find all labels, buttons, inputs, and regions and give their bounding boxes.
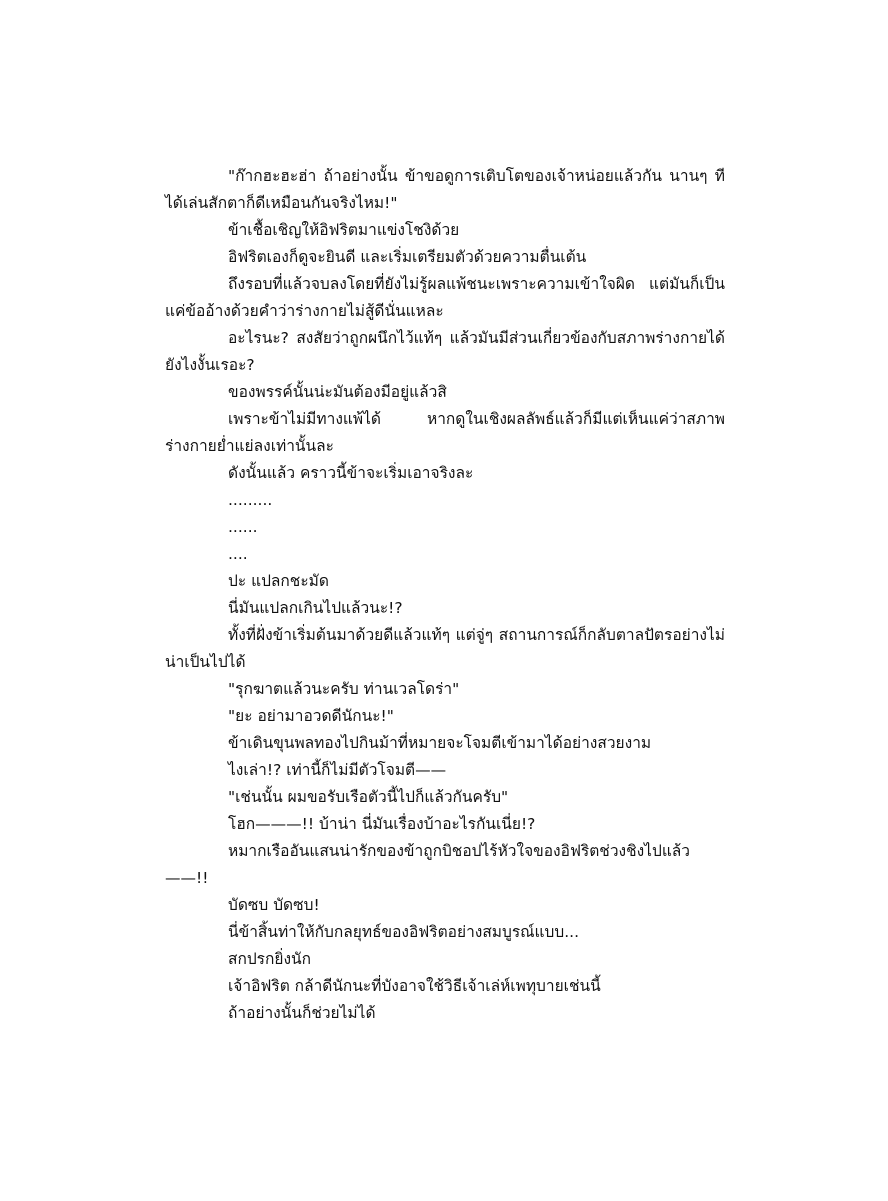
paragraph: นี่มันแปลกเกินไปแล้วนะ!? (228, 599, 403, 617)
paragraph: ข้าเดินขุนพลทองไปกินม้าที่หมายจะโจมตีเข้ามาได้อย่างสวยงาม (228, 734, 652, 752)
paragraph: หมากเรืออันแสนน่ารักของข้าถูกบิชอปไร้หัวใจของอิฟริตช่วงชิงไปแล้ว——!! (165, 842, 691, 887)
paragraph: อิฟริตเองก็ดูจะยินดี และเริ่มเตรียมตัวด้วยความตื่นเต้น (228, 248, 587, 266)
paragraph: นี่ข้าสิ้นท่าให้กับกลยุทธ์ของอิฟริตอย่างสมบูรณ์แบบ... (228, 923, 580, 941)
paragraph: ไงเล่า!? เท่านี้ก็ไม่มีตัวโจมตี—— (228, 761, 447, 779)
paragraph: ถึงรอบที่แล้วจบลงโดยที่ยังไม่รู้ผลแพ้ชนะเพราะความเข้าใจผิด แต่มันก็เป็นแค่ข้ออ้างด้วยคำว่าร่างกายไม่สู้ดีนั่นแหละ (165, 275, 725, 320)
paragraph: เพราะข้าไม่มีทางแพ้ได้ หากดูในเชิงผลลัพธ์แล้วก็มีแต่เห็นแค่ว่าสภาพร่างกายย่ำแย่ลงเท่านั้นละ (165, 410, 725, 455)
paragraph: สกปรกยิ่งนัก (228, 950, 312, 968)
dialogue-line: "รุกฆาตแล้วนะครับ ท่านเวลโดร่า" (228, 680, 460, 698)
paragraph: ข้าเชื้อเชิญให้อิฟริตมาแข่งโชงิด้วย (228, 221, 460, 239)
paragraph: ปะ แปลกชะมัด (228, 572, 329, 590)
paragraph: ดังนั้นแล้ว คราวนี้ข้าจะเริ่มเอาจริงละ (228, 464, 474, 482)
paragraph: ถ้าอย่างนั้นก็ช่วยไม่ได้ (228, 1004, 376, 1022)
paragraph: อะไรนะ? สงสัยว่าถูกผนึกไว้แท้ๆ แล้วมันมีส่วนเกี่ยวข้องกับสภาพร่างกายได้ยังไงงั้นเรอะ? (165, 329, 725, 374)
paragraph: บัดซบ บัดซบ! (228, 896, 320, 914)
dialogue-line: "ยะ อย่ามาอวดดีนักนะ!" (228, 707, 394, 725)
ellipsis-line: .... (228, 545, 248, 563)
paragraph: เจ้าอิฟริต กล้าดีนักนะที่บังอาจใช้วิธีเจ้าเล่ห์เพทุบายเช่นนี้ (228, 977, 601, 995)
paragraph: ทั้งที่ฝั่งข้าเริ่มต้นมาด้วยดีแล้วแท้ๆ แต่จู่ๆ สถานการณ์ก็กลับตาลปัตรอย่างไม่น่าเป็นไปได้ (165, 626, 725, 671)
paragraph: โฮก———!! บ้าน่า นี่มันเรื่องบ้าอะไรกันเนี่ย!? (228, 815, 536, 833)
paragraph: "ก๊ากฮะฮะฮ่า ถ้าอย่างนั้น ข้าขอดูการเติบโตของเจ้าหน่อยแล้วกัน นานๆ ที ได้เล่นสักตาก็ดีเหมือนกันจริงไหม!" (165, 167, 725, 212)
paragraph: ของพรรค์นั้นน่ะมันต้องมีอยู่แล้วสิ (228, 383, 447, 401)
ellipsis-line: ......... (228, 491, 273, 509)
dialogue-line: "เช่นนั้น ผมขอรับเรือตัวนี้ไปก็แล้วกันครับ" (228, 788, 509, 806)
text-body (165, 163, 725, 1027)
ellipsis-line: ...... (228, 518, 258, 536)
